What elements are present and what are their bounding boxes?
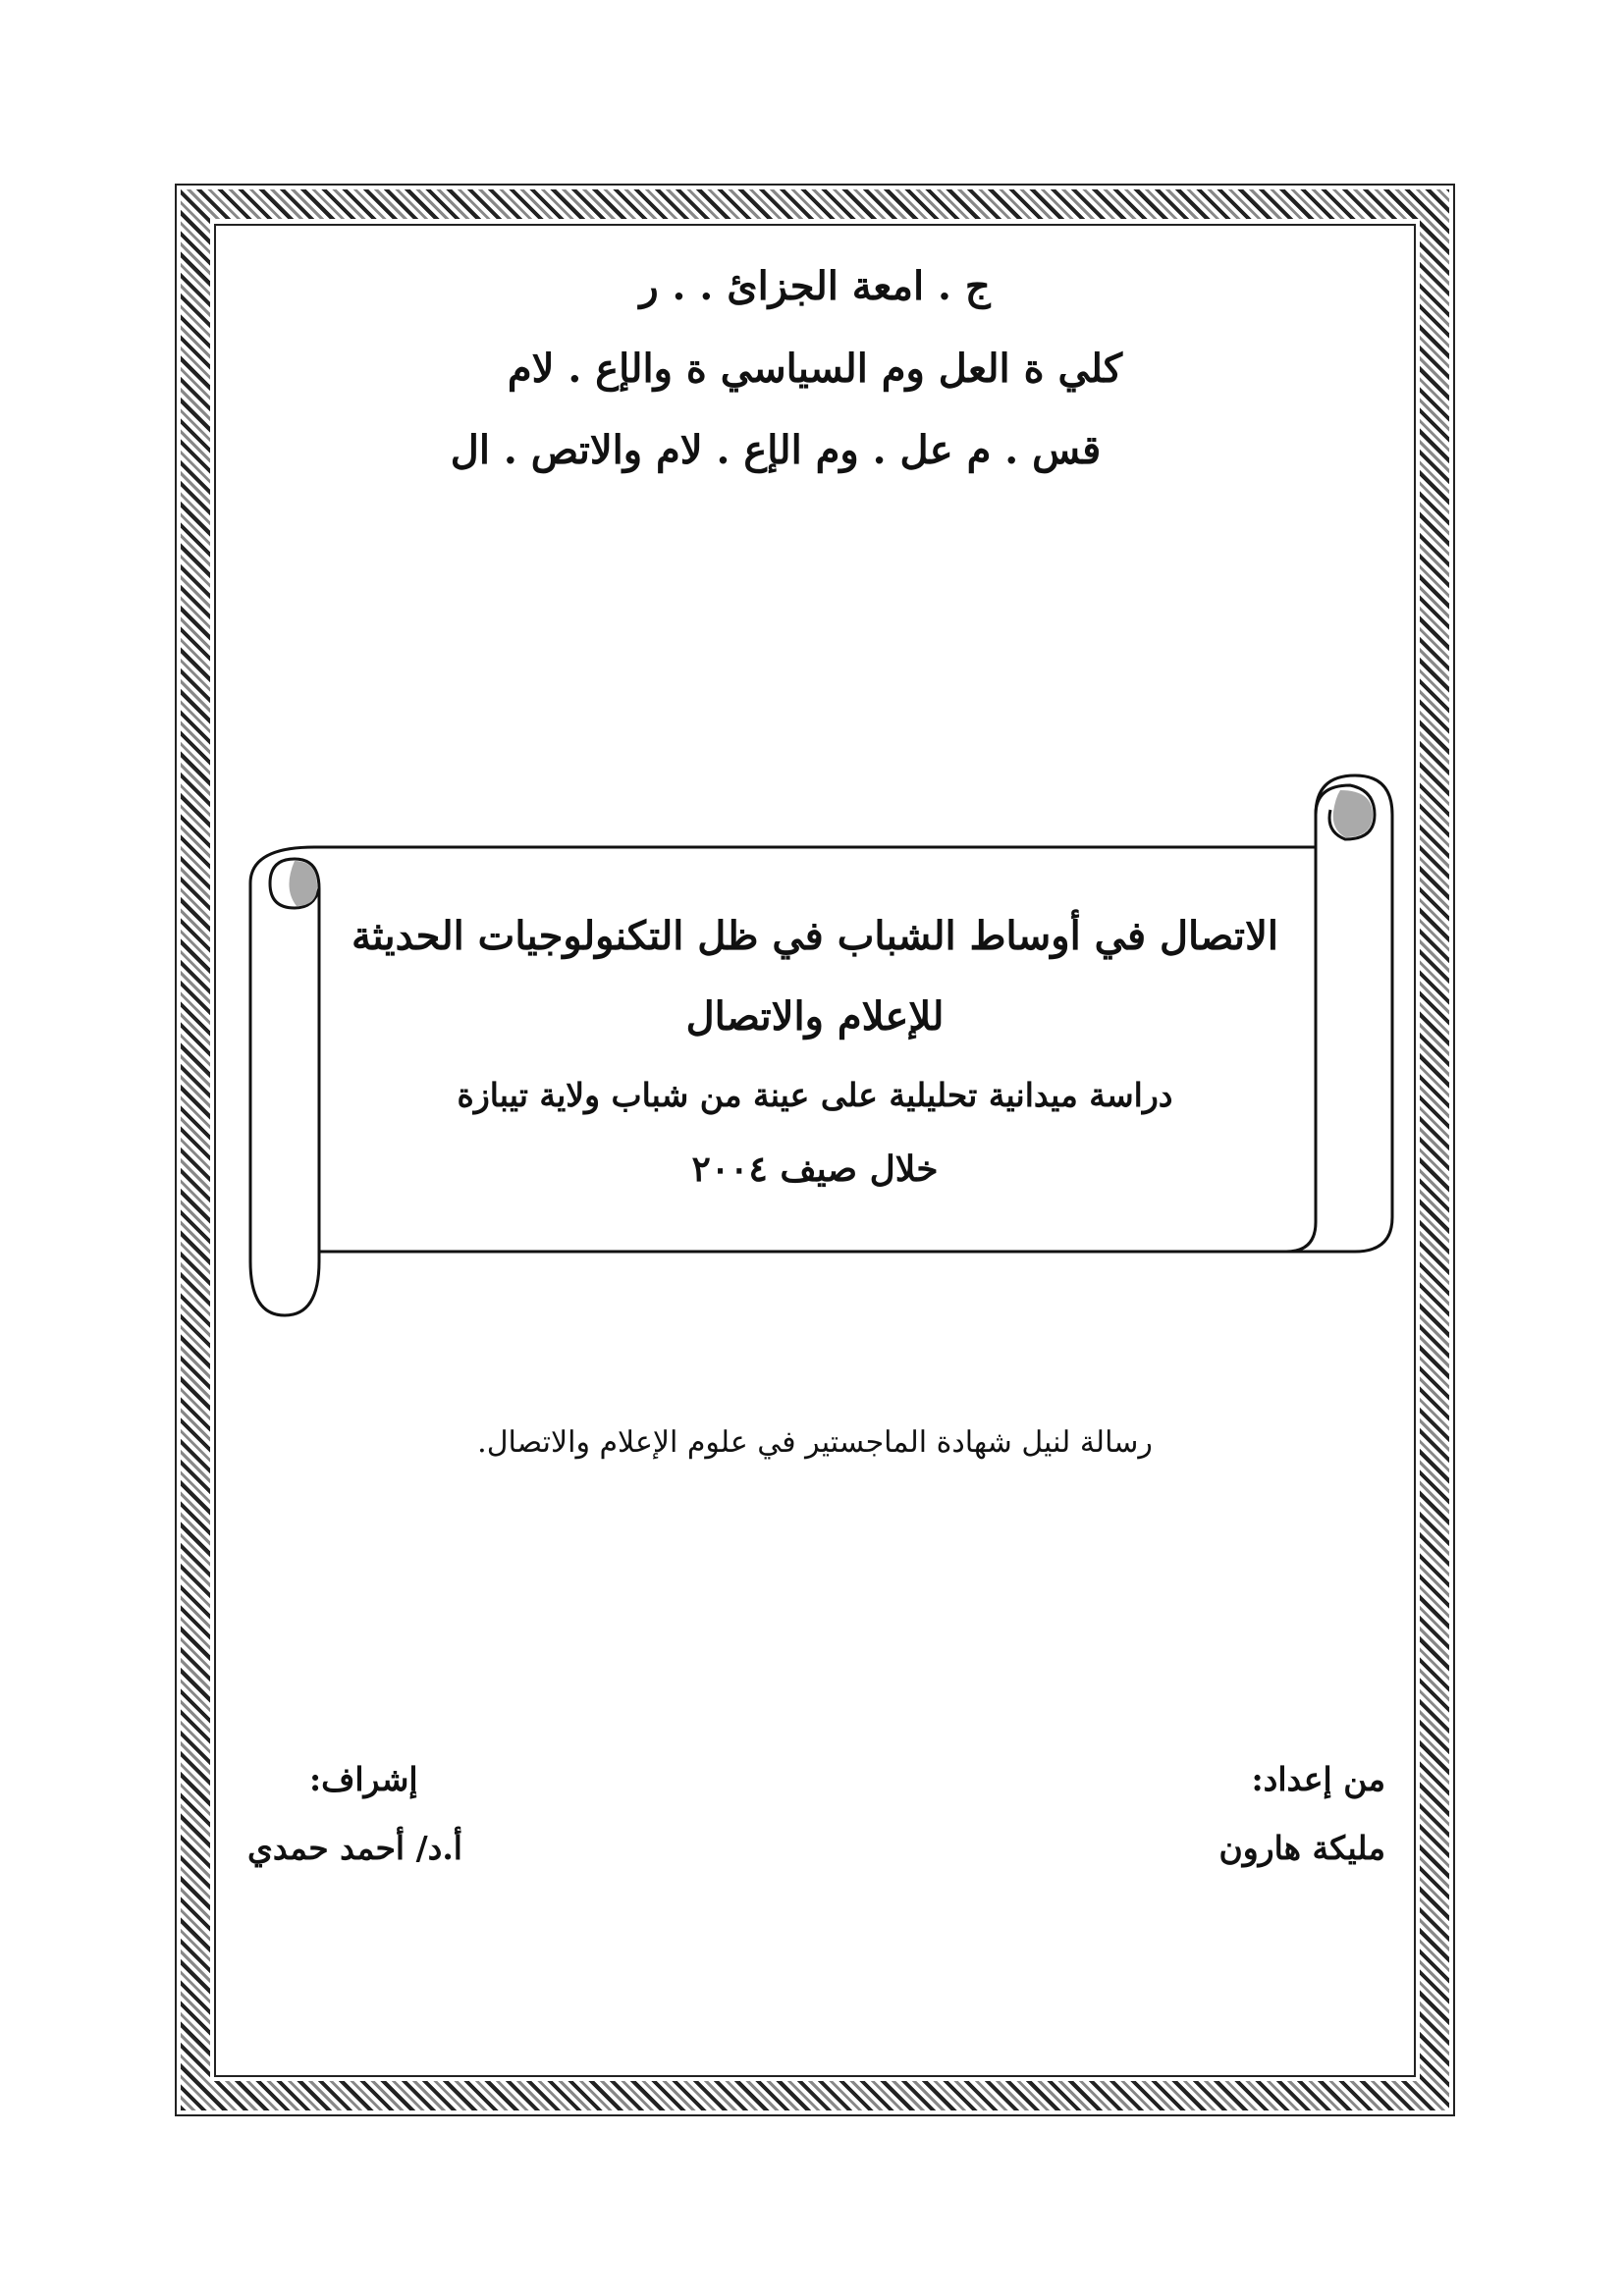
thesis-title-line-2: للإعلام والاتصال: [685, 993, 945, 1040]
scroll-banner: [245, 771, 1394, 1320]
faculty-name: كلي ة العل وم السياسي ة والإع . لام: [507, 346, 1123, 392]
thesis-period: خلال صيف ٢٠٠٤: [691, 1148, 939, 1190]
degree-statement: رسالة لنيل شهادة الماجستير في علوم الإعلام والاتصال.: [477, 1425, 1153, 1460]
university-name: ج . امعة الجزائ . . ر: [639, 263, 991, 309]
thesis-subtitle: دراسة ميدانية تحليلية على عينة من شباب ولاية تيبازة: [457, 1076, 1173, 1114]
author-name: مليكة هارون: [1218, 1829, 1385, 1867]
thesis-title-line-1: الاتصال في أوساط الشباب في ظل التكنولوجيات الحديثة: [351, 913, 1278, 959]
department-name: قس . م عل . وم الإع . لام والاتص . ال: [450, 427, 1102, 473]
supervision-label: إشراف:: [309, 1760, 418, 1798]
supervisor-name: أ.د/ أحمد حمدي: [247, 1829, 462, 1867]
prepared-by-label: من إعداد:: [1251, 1760, 1385, 1798]
